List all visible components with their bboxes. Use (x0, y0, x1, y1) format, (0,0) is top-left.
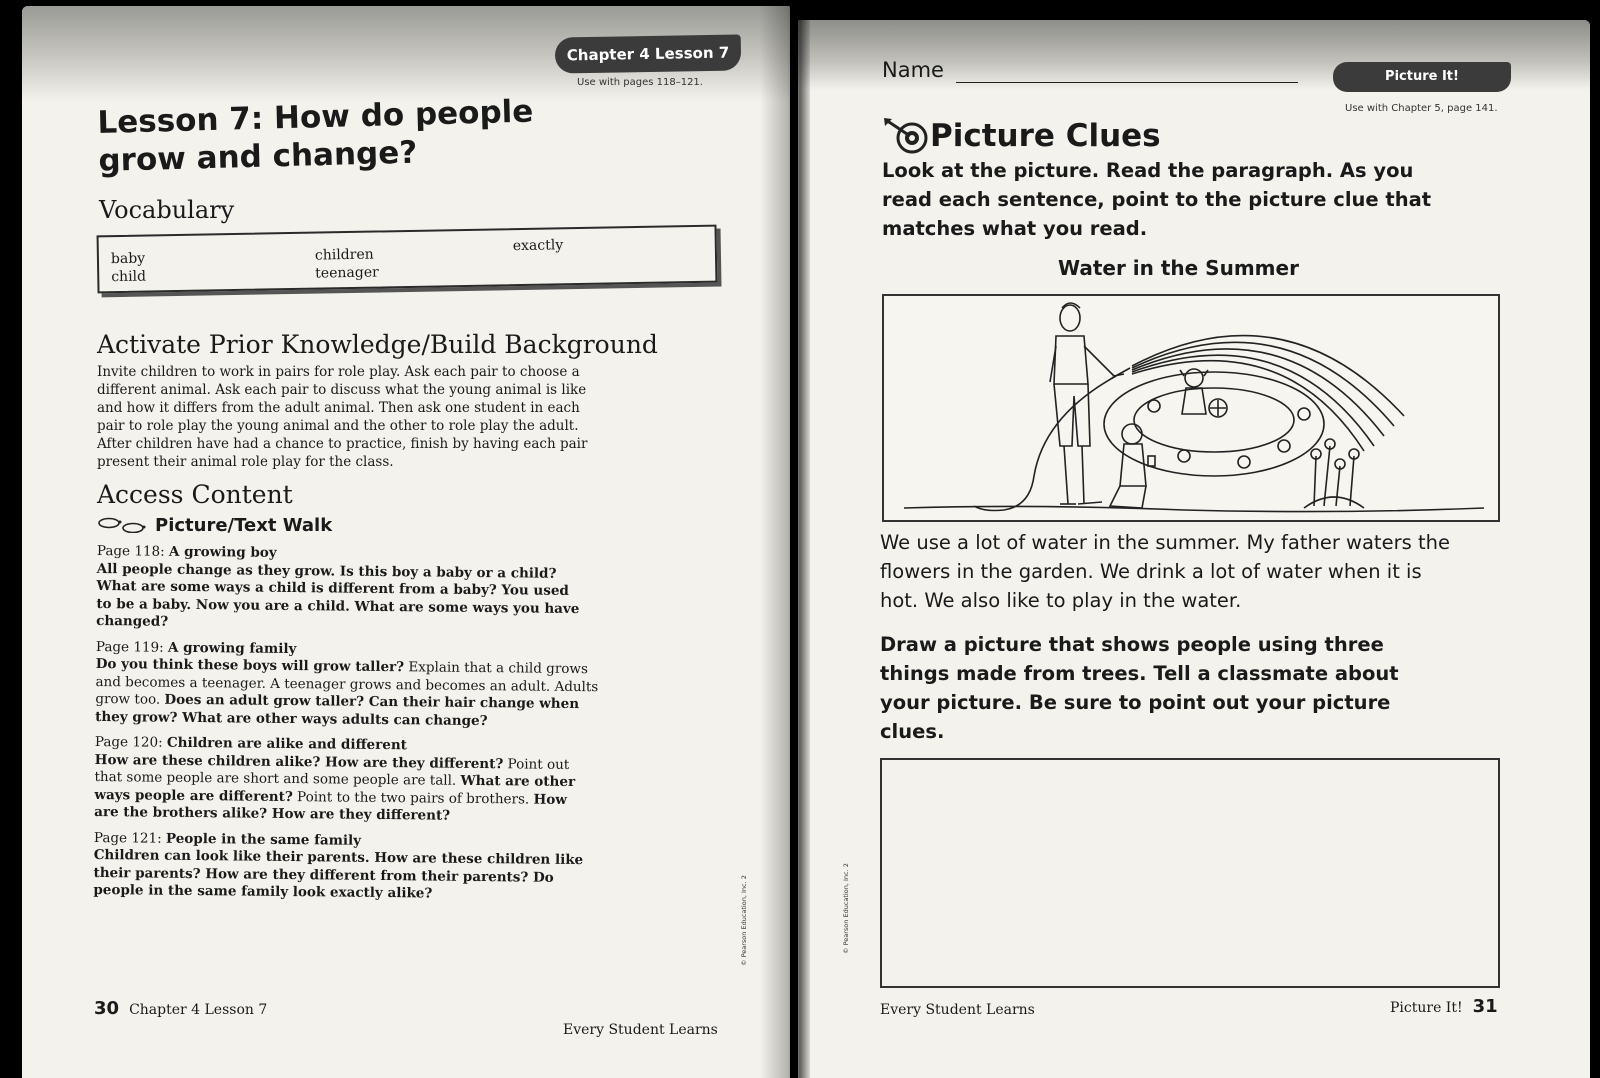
body-text: grow too. (95, 690, 165, 708)
paragraph-line: After children have had a chance to practice, finish by having each pair (97, 436, 588, 452)
page-number: 31 (1472, 996, 1498, 1017)
question-line: All people change as they grow. Is this boy a baby or a child? (96, 560, 557, 582)
vocab-word: child (111, 268, 147, 286)
picture-walk-content (93, 543, 657, 905)
instruction-line: Draw a picture that shows people using three (880, 633, 1384, 656)
question-line: people in the same family look exactly alike? (93, 881, 433, 902)
watering-garden-illustration (884, 296, 1498, 520)
chapter-tab: Chapter 4 Lesson 7 (555, 34, 742, 73)
question-text: they grow? What are other ways adults can change? (95, 708, 488, 729)
footer-chapter: Chapter 4 Lesson 7 (129, 1002, 268, 1018)
instruction-line: matches what you read. (882, 217, 1148, 240)
vocab-word: exactly (512, 237, 564, 255)
question-text: ways people are different? (94, 786, 293, 805)
page-label: Page 120: (94, 733, 168, 751)
story-paragraph (880, 528, 1500, 615)
vocabulary-box (97, 225, 718, 294)
picture-clues-heading (882, 116, 1161, 156)
page-118-entry (96, 543, 657, 636)
walk-heading-row (97, 514, 332, 536)
body-text: Point out (503, 755, 570, 773)
question-line: Children can look like their parents. How are these children like (93, 846, 584, 869)
activate-paragraph (97, 363, 637, 471)
body-text: Explain that a child grows (404, 659, 589, 678)
footer-label: Picture It! (1390, 1000, 1463, 1016)
story-line: We use a lot of water in the summer. My father waters the (880, 531, 1450, 554)
question-text: Does an adult grow taller? Can their hair change when (164, 691, 580, 713)
question-line: changed? (96, 612, 169, 630)
question-line: to be a baby. Now you are a child. What are some ways you have (96, 595, 580, 617)
page-title: People in the same family (165, 830, 362, 849)
picture-it-tab: Picture It! (1333, 62, 1511, 92)
instruction-line: clues. (880, 720, 945, 743)
paragraph-line: and how it differs from the adult animal. Then ask one student in each (97, 400, 580, 416)
body-text: that some people are short and some people are tall. (94, 768, 461, 789)
name-label: Name (882, 58, 944, 82)
picture-box (882, 294, 1500, 522)
use-with-note: Use with pages 118–121. (577, 77, 703, 88)
lesson-title (97, 89, 659, 180)
page-title: A growing boy (168, 543, 277, 561)
page-119-entry (95, 638, 656, 731)
paragraph-line: present their animal role play for the class. (97, 454, 394, 470)
page-121-entry (93, 829, 654, 905)
target-arrow-icon (882, 116, 930, 156)
story-line: hot. We also like to play in the water. (880, 589, 1242, 612)
question-line: What are some ways a child is different from a baby? You used (96, 577, 569, 599)
question-text: are the brothers alike? How are they different? (94, 803, 451, 824)
instructions (882, 156, 1482, 243)
copyright-note: © Pearson Education, Inc. 2 (740, 875, 748, 966)
footer-series: Every Student Learns (563, 1022, 718, 1038)
question-text: What are other (460, 772, 576, 791)
story-line: flowers in the garden. We drink a lot of water when it is (880, 560, 1422, 583)
question-text: Do you think these boys will grow taller? (95, 655, 405, 676)
paragraph-line: Invite children to work in pairs for role play. Ask each pair to choose a (97, 364, 580, 380)
name-line (956, 82, 1298, 83)
drawing-area[interactable] (880, 758, 1500, 988)
vocab-word: children (314, 246, 374, 264)
page-title: Children are alike and different (166, 734, 408, 754)
page-title: A growing family (167, 639, 297, 657)
copyright-note: © Pearson Education, Inc. 2 (842, 863, 850, 954)
vocabulary-heading: Vocabulary (99, 196, 235, 224)
page-label: Page 118: (96, 543, 170, 560)
left-footer (94, 998, 267, 1019)
right-page (798, 20, 1590, 1078)
activate-heading: Activate Prior Knowledge/Build Background (97, 330, 658, 359)
vocab-word: baby (110, 250, 146, 268)
instruction-line: Look at the picture. Read the paragraph. As you (882, 159, 1414, 182)
picture-clues-title: Picture Clues (930, 118, 1161, 154)
lesson-title-line-2: grow and change? (98, 134, 418, 179)
left-page (22, 6, 790, 1078)
page-number: 30 (94, 998, 120, 1019)
page-label: Page 121: (93, 829, 167, 847)
footprints-icon (97, 517, 153, 533)
instruction-line: things made from trees. Tell a classmate about (880, 662, 1399, 685)
body-text: and becomes a teenager. A teenager grows and becomes an adult. Adults (95, 673, 599, 695)
instruction-line: read each sentence, point to the picture clue that (882, 188, 1432, 211)
page-label: Page 119: (95, 638, 169, 656)
question-text: How (533, 791, 568, 808)
walk-heading: Picture/Text Walk (155, 514, 333, 536)
draw-instructions (880, 630, 1500, 746)
paragraph-line: pair to role play the young animal and the other to role play the adult. (97, 418, 579, 434)
story-title: Water in the Summer (1058, 256, 1299, 280)
instruction-line: your picture. Be sure to point out your picture (880, 691, 1391, 714)
page-120-entry (94, 734, 655, 827)
lesson-title-line-1: Lesson 7: How do people (97, 93, 534, 141)
footer-series: Every Student Learns (880, 1002, 1035, 1018)
paragraph-line: different animal. Ask each pair to discuss what the young animal is like (97, 382, 587, 398)
body-text: Point to the two pairs of brothers. (292, 788, 534, 808)
right-footer (1390, 996, 1498, 1017)
vocab-word: teenager (315, 264, 379, 282)
book-gutter (760, 0, 810, 1078)
access-heading: Access Content (97, 480, 293, 509)
use-with-note: Use with Chapter 5, page 141. (1345, 103, 1498, 114)
question-text: How are these children alike? How are they different? (94, 751, 504, 772)
question-line: their parents? How are they different from their parents? Do (93, 864, 554, 886)
